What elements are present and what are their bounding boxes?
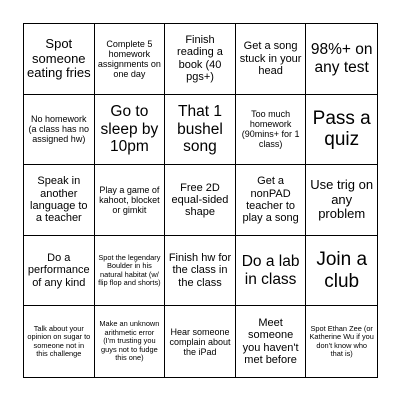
bingo-cell[interactable]: Meet someone you haven't met before [236, 306, 307, 377]
bingo-cell[interactable]: 98%+ on any test [306, 24, 377, 95]
bingo-cell[interactable]: Use trig on any problem [306, 165, 377, 236]
bingo-cell[interactable]: Free 2D equal-sided shape [165, 165, 236, 236]
bingo-board [23, 23, 378, 378]
bingo-cell[interactable]: Too much homework (90mins+ for 1 class) [236, 95, 307, 166]
bingo-cell[interactable]: Get a song stuck in your head [236, 24, 307, 95]
bingo-cell[interactable]: Talk about your opinion on sugar to someone not in this challenge [24, 306, 95, 377]
bingo-cell[interactable]: That 1 bushel song [165, 95, 236, 166]
bingo-cell[interactable]: Get a nonPAD teacher to play a song [236, 165, 307, 236]
bingo-cell[interactable]: Finish hw for the class in the class [165, 236, 236, 307]
bingo-cell[interactable]: Make an unknown arithmetic error (I'm trusting you guys not to fudge this one) [95, 306, 166, 377]
bingo-cell[interactable]: Speak in another language to a teacher [24, 165, 95, 236]
bingo-cell[interactable]: Complete 5 homework assignments on one day [95, 24, 166, 95]
bingo-cell[interactable]: Hear someone complain about the iPad [165, 306, 236, 377]
bingo-cell[interactable]: Spot someone eating fries [24, 24, 95, 95]
bingo-cell[interactable]: Join a club [306, 236, 377, 307]
bingo-cell[interactable]: Finish reading a book (40 pgs+) [165, 24, 236, 95]
bingo-cell[interactable]: Spot Ethan Zee (or Katherine Wu if you don't know who that is) [309, 323, 374, 359]
bingo-cell[interactable]: Pass a quiz [306, 95, 377, 166]
bingo-cell[interactable]: No homework (a class has no assigned hw) [24, 95, 95, 166]
bingo-cell[interactable]: Do a lab in class [236, 236, 307, 307]
bingo-cell[interactable]: Play a game of kahoot, blocket or gimkit [95, 165, 166, 236]
bingo-cell[interactable]: Spot the legendary Boulder in his natural habitat (w/ flip flop and shorts) [95, 236, 166, 307]
bingo-cell[interactable]: Go to sleep by 10pm [95, 95, 166, 166]
bingo-cell[interactable]: Do a performance of any kind [24, 236, 95, 307]
